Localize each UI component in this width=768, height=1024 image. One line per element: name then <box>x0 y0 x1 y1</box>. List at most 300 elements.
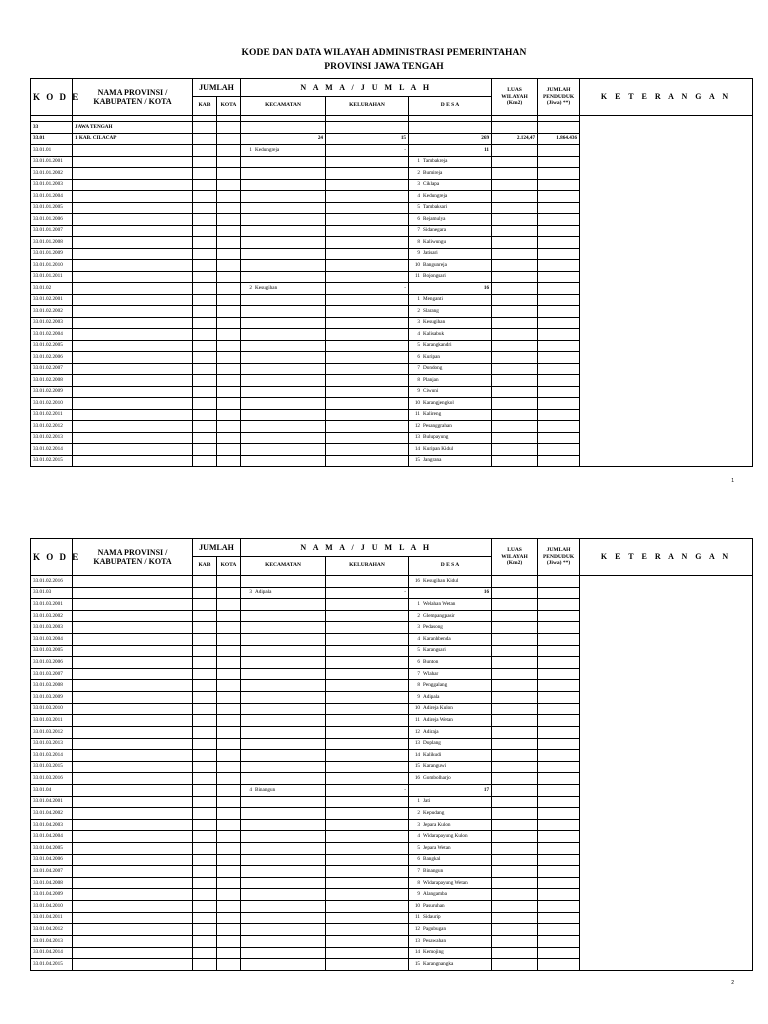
kelurahan-cell <box>326 156 409 168</box>
document-subtitle: PROVINSI JAWA TENGAH <box>324 62 444 72</box>
nama-cell <box>73 819 193 831</box>
nama-cell <box>73 750 193 762</box>
nama-cell <box>73 866 193 878</box>
kota-cell <box>217 726 241 738</box>
luas-cell <box>492 294 538 306</box>
row-number: 5 <box>417 647 421 654</box>
row-name: Pagubugan <box>423 925 447 932</box>
luas-cell <box>492 587 538 599</box>
penduduk-cell <box>538 455 580 467</box>
kode-cell: 33.01.02.2015 <box>31 455 73 467</box>
kota-cell <box>217 901 241 913</box>
kecamatan-cell <box>241 831 326 843</box>
kota-cell <box>217 819 241 831</box>
penduduk-cell <box>538 726 580 738</box>
kota-cell <box>217 912 241 924</box>
kecamatan-cell <box>241 808 326 820</box>
kode-cell: 33.01.03.2014 <box>31 750 73 762</box>
kelurahan-cell <box>326 808 409 820</box>
kab-cell <box>193 283 217 295</box>
luas-cell <box>492 750 538 762</box>
row-name: Karangnangka <box>423 960 454 967</box>
luas-cell <box>492 924 538 936</box>
desa-cell <box>409 122 492 134</box>
nama-cell <box>73 715 193 727</box>
penduduk-cell <box>538 680 580 692</box>
kode-cell: 33.01 <box>31 133 73 145</box>
kelurahan-cell: - <box>326 145 409 157</box>
kecamatan-cell <box>241 854 326 866</box>
row-number: 2 <box>417 809 421 816</box>
penduduk-cell <box>538 156 580 168</box>
kota-cell <box>217 784 241 796</box>
kab-cell <box>193 761 217 773</box>
kota-cell <box>217 750 241 762</box>
desa-cell <box>409 294 492 306</box>
kecamatan-cell <box>241 634 326 646</box>
kota-cell <box>217 703 241 715</box>
row-number: 3 <box>249 589 253 596</box>
penduduk-cell <box>538 283 580 295</box>
penduduk-cell <box>538 622 580 634</box>
col-penduduk-header: JUMLAH PENDUDUK (Jiwa) **) <box>538 539 580 576</box>
col-kab-header: KAB <box>193 97 217 116</box>
kota-cell <box>217 924 241 936</box>
penduduk-cell <box>538 912 580 924</box>
nama-cell <box>73 202 193 214</box>
kota-cell <box>217 409 241 421</box>
row-number: 7 <box>417 670 421 677</box>
kecamatan-cell <box>241 352 326 364</box>
row-number: 11 <box>415 273 421 280</box>
row-number: 8 <box>417 238 421 245</box>
kecamatan-cell <box>241 576 326 588</box>
kelurahan-cell <box>326 634 409 646</box>
penduduk-cell <box>538 409 580 421</box>
penduduk-cell <box>538 294 580 306</box>
kota-cell <box>217 179 241 191</box>
kecamatan-cell <box>241 750 326 762</box>
row-name: Pesanggrahan <box>423 422 452 429</box>
kab-cell <box>193 784 217 796</box>
kode-cell: 33.01.02.2009 <box>31 386 73 398</box>
kecamatan-cell <box>241 340 326 352</box>
desa-cell: 11 <box>409 145 492 157</box>
luas-cell <box>492 386 538 398</box>
kode-cell: 33.01.02.2013 <box>31 432 73 444</box>
desa-cell <box>409 750 492 762</box>
nama-cell <box>73 692 193 704</box>
kode-cell: 33.01.01.2004 <box>31 191 73 203</box>
kecamatan-cell <box>241 294 326 306</box>
kab-cell <box>193 455 217 467</box>
kelurahan-cell <box>326 409 409 421</box>
kode-cell: 33.01.02.2014 <box>31 444 73 456</box>
luas-cell <box>492 329 538 341</box>
desa-cell <box>409 599 492 611</box>
kab-cell <box>193 386 217 398</box>
penduduk-cell <box>538 576 580 588</box>
kode-cell: 33.01.03.2006 <box>31 657 73 669</box>
nama-cell <box>73 889 193 901</box>
kelurahan-cell <box>326 237 409 249</box>
kota-cell <box>217 168 241 180</box>
kelurahan-cell <box>326 657 409 669</box>
kecamatan-cell <box>241 935 326 947</box>
nama-cell <box>73 248 193 260</box>
desa-cell <box>409 726 492 738</box>
nama-cell <box>73 877 193 889</box>
kota-cell <box>217 610 241 622</box>
kota-cell <box>217 363 241 375</box>
nama-cell <box>73 645 193 657</box>
row-number: 6 <box>417 353 421 360</box>
col-nama-jumlah-header: N A M A / J U M L A H <box>241 539 492 557</box>
kode-cell: 33.01.01.2007 <box>31 225 73 237</box>
penduduk-cell <box>538 225 580 237</box>
kab-cell <box>193 122 217 134</box>
nama-cell <box>73 831 193 843</box>
kab-cell <box>193 329 217 341</box>
nama-cell: JAWA TENGAH <box>73 122 193 134</box>
kecamatan-cell <box>241 168 326 180</box>
penduduk-cell <box>538 444 580 456</box>
desa-cell <box>409 202 492 214</box>
kab-cell <box>193 317 217 329</box>
row-number: 3 <box>417 624 421 631</box>
nama-cell <box>73 386 193 398</box>
row-name: Tambakreja <box>423 158 448 165</box>
luas-cell <box>492 122 538 134</box>
luas-cell <box>492 202 538 214</box>
desa-cell <box>409 329 492 341</box>
kode-cell: 33.01.02.2007 <box>31 363 73 375</box>
penduduk-cell <box>538 703 580 715</box>
luas-cell <box>492 680 538 692</box>
row-number: 9 <box>417 891 421 898</box>
nama-cell <box>73 622 193 634</box>
penduduk-cell <box>538 831 580 843</box>
kelurahan-cell <box>326 773 409 785</box>
kelurahan-cell <box>326 225 409 237</box>
row-number: 9 <box>417 693 421 700</box>
row-name: Kalikudi <box>423 751 442 758</box>
kecamatan-cell <box>241 889 326 901</box>
kecamatan-cell <box>241 924 326 936</box>
kab-cell <box>193 214 217 226</box>
nama-cell: 1 KAB. CILACAP <box>73 133 193 145</box>
nama-cell <box>73 576 193 588</box>
kecamatan-cell <box>241 610 326 622</box>
kab-cell <box>193 901 217 913</box>
desa-cell <box>409 610 492 622</box>
kode-cell: 33.01.01.2005 <box>31 202 73 214</box>
luas-cell <box>492 340 538 352</box>
penduduk-cell <box>538 935 580 947</box>
kecamatan-cell <box>241 703 326 715</box>
row-number: 1 <box>417 798 421 805</box>
row-name: Jepara Wetan <box>423 844 451 851</box>
luas-cell <box>492 808 538 820</box>
kelurahan-cell <box>326 317 409 329</box>
kecamatan-cell <box>241 283 326 295</box>
row-number: 3 <box>417 319 421 326</box>
desa-cell <box>409 645 492 657</box>
nama-cell <box>73 959 193 971</box>
penduduk-cell <box>538 260 580 272</box>
row-name: Adireja Kulon <box>423 705 453 712</box>
kelurahan-cell <box>326 726 409 738</box>
row-number: 1 <box>417 600 421 607</box>
nama-cell <box>73 283 193 295</box>
row-name: Glempangpasir <box>423 612 455 619</box>
penduduk-cell <box>538 306 580 318</box>
kode-cell: 33.01.02.2002 <box>31 306 73 318</box>
nama-cell <box>73 947 193 959</box>
desa-cell <box>409 225 492 237</box>
kota-cell <box>217 133 241 145</box>
kode-cell: 33.01.02.2012 <box>31 421 73 433</box>
kode-cell: 33.01.01.2009 <box>31 248 73 260</box>
kecamatan-cell <box>241 260 326 272</box>
col-desa-header: D E S A <box>409 557 492 576</box>
penduduk-cell <box>538 750 580 762</box>
row-number: 8 <box>417 376 421 383</box>
nama-cell <box>73 363 193 375</box>
kecamatan-cell <box>241 455 326 467</box>
kota-cell <box>217 947 241 959</box>
kelurahan-cell <box>326 877 409 889</box>
desa-cell <box>409 761 492 773</box>
kecamatan-cell <box>241 843 326 855</box>
keterangan-cell <box>580 576 753 971</box>
kelurahan-cell <box>326 889 409 901</box>
kelurahan-cell <box>326 761 409 773</box>
nama-cell <box>73 761 193 773</box>
kota-cell <box>217 202 241 214</box>
desa-cell <box>409 191 492 203</box>
kecamatan-cell <box>241 866 326 878</box>
nama-cell <box>73 634 193 646</box>
kota-cell <box>217 738 241 750</box>
row-name: Widarapayung Wetan <box>423 879 468 886</box>
nama-cell <box>73 901 193 913</box>
kab-cell <box>193 294 217 306</box>
kode-cell: 33.01.03.2004 <box>31 634 73 646</box>
desa-cell <box>409 576 492 588</box>
kelurahan-cell <box>326 924 409 936</box>
penduduk-cell <box>538 610 580 622</box>
nama-cell <box>73 271 193 283</box>
row-number: 15 <box>414 457 421 464</box>
luas-cell <box>492 773 538 785</box>
luas-cell <box>492 831 538 843</box>
kab-cell <box>193 156 217 168</box>
nama-cell <box>73 935 193 947</box>
desa-cell <box>409 179 492 191</box>
kab-cell <box>193 738 217 750</box>
desa-cell <box>409 877 492 889</box>
desa-cell <box>409 455 492 467</box>
nama-cell <box>73 340 193 352</box>
row-name: Karangsari <box>423 647 446 654</box>
luas-cell <box>492 271 538 283</box>
nama-cell <box>73 398 193 410</box>
kelurahan-cell <box>326 703 409 715</box>
luas-cell <box>492 947 538 959</box>
desa-cell <box>409 306 492 318</box>
row-name: Slarang <box>423 307 439 314</box>
penduduk-cell <box>538 248 580 260</box>
kecamatan-cell <box>241 409 326 421</box>
kota-cell <box>217 271 241 283</box>
luas-cell <box>492 283 538 295</box>
kota-cell <box>217 959 241 971</box>
luas-cell <box>492 901 538 913</box>
row-name: Sidaurip <box>423 914 441 921</box>
row-name: Widarapayung Kulon <box>423 833 468 840</box>
kecamatan-cell <box>241 375 326 387</box>
luas-cell <box>492 692 538 704</box>
desa-cell <box>409 421 492 433</box>
kota-cell <box>217 935 241 947</box>
kode-cell: 33.01.04.2007 <box>31 866 73 878</box>
luas-cell <box>492 168 538 180</box>
kelurahan-cell <box>326 306 409 318</box>
row-name: Kalisabuk <box>423 330 445 337</box>
kab-cell <box>193 237 217 249</box>
row-number: 13 <box>414 740 421 747</box>
kode-cell: 33.01.01.2011 <box>31 271 73 283</box>
nama-cell <box>73 329 193 341</box>
desa-cell: 17 <box>409 784 492 796</box>
kab-cell <box>193 866 217 878</box>
kelurahan-cell <box>326 444 409 456</box>
desa-cell <box>409 444 492 456</box>
row-number: 15 <box>414 763 421 770</box>
kelurahan-cell <box>326 668 409 680</box>
table-page-2 <box>30 538 752 970</box>
kab-cell <box>193 645 217 657</box>
kelurahan-cell <box>326 214 409 226</box>
kab-cell <box>193 912 217 924</box>
row-name: Jangrana <box>423 457 442 464</box>
kelurahan-cell <box>326 935 409 947</box>
kode-cell: 33.01.02.2005 <box>31 340 73 352</box>
nama-cell <box>73 214 193 226</box>
nama-cell <box>73 808 193 820</box>
luas-cell <box>492 738 538 750</box>
luas-cell <box>492 156 538 168</box>
row-name: Sidanegara <box>423 227 447 234</box>
kecamatan-cell <box>241 363 326 375</box>
nama-cell <box>73 610 193 622</box>
row-name: Kepudang <box>423 809 445 816</box>
desa-cell <box>409 854 492 866</box>
nama-cell <box>73 225 193 237</box>
kab-cell <box>193 421 217 433</box>
penduduk-cell <box>538 819 580 831</box>
luas-cell <box>492 317 538 329</box>
kota-cell <box>217 398 241 410</box>
row-number: 12 <box>414 728 421 735</box>
nama-cell <box>73 587 193 599</box>
col-nama-header: NAMA PROVINSI / KABUPATEN / KOTA <box>73 79 193 116</box>
col-penduduk-header: JUMLAH PENDUDUK (Jiwa) **) <box>538 79 580 116</box>
kab-cell <box>193 808 217 820</box>
kota-cell <box>217 843 241 855</box>
row-name: Doplang <box>423 740 441 747</box>
luas-cell <box>492 455 538 467</box>
kelurahan-cell <box>326 750 409 762</box>
kelurahan-cell <box>326 866 409 878</box>
kota-cell <box>217 306 241 318</box>
row-number: 4 <box>417 635 421 642</box>
kelurahan-cell <box>326 398 409 410</box>
luas-cell <box>492 877 538 889</box>
kab-cell <box>193 352 217 364</box>
nama-cell <box>73 599 193 611</box>
nama-cell <box>73 317 193 329</box>
kode-cell: 33.01.03.2008 <box>31 680 73 692</box>
kecamatan-cell <box>241 668 326 680</box>
kota-cell <box>217 340 241 352</box>
nama-cell <box>73 156 193 168</box>
row-number: 4 <box>249 786 253 793</box>
row-number: 11 <box>415 411 421 418</box>
kab-cell <box>193 271 217 283</box>
luas-cell <box>492 935 538 947</box>
kota-cell <box>217 329 241 341</box>
luas-cell: 2.124,47 <box>492 133 538 145</box>
row-number: 10 <box>414 399 421 406</box>
kelurahan-cell <box>326 386 409 398</box>
luas-cell <box>492 854 538 866</box>
kecamatan-cell <box>241 622 326 634</box>
row-number: 4 <box>417 330 421 337</box>
luas-cell <box>492 306 538 318</box>
kelurahan-cell <box>326 576 409 588</box>
luas-cell <box>492 610 538 622</box>
kecamatan-cell <box>241 329 326 341</box>
kelurahan-cell <box>326 202 409 214</box>
penduduk-cell <box>538 317 580 329</box>
nama-cell <box>73 179 193 191</box>
nama-cell <box>73 409 193 421</box>
kab-cell <box>193 260 217 272</box>
row-name: Bangkal <box>423 856 441 863</box>
penduduk-cell <box>538 866 580 878</box>
kab-cell <box>193 634 217 646</box>
kab-cell <box>193 854 217 866</box>
kab-cell <box>193 398 217 410</box>
kelurahan-cell <box>326 715 409 727</box>
desa-cell <box>409 819 492 831</box>
kota-cell <box>217 657 241 669</box>
kota-cell <box>217 692 241 704</box>
row-name: Tambaksari <box>423 204 448 211</box>
kecamatan-cell <box>241 738 326 750</box>
col-keterangan-header: K E T E R A N G A N <box>580 539 753 576</box>
kode-cell: 33.01.01.2003 <box>31 179 73 191</box>
row-number: 9 <box>417 250 421 257</box>
kecamatan-cell <box>241 421 326 433</box>
row-number: 1 <box>249 146 253 153</box>
row-number: 2 <box>417 612 421 619</box>
kelurahan-cell <box>326 375 409 387</box>
kode-cell: 33 <box>31 122 73 134</box>
col-kota-header: KOTA <box>217 557 241 576</box>
